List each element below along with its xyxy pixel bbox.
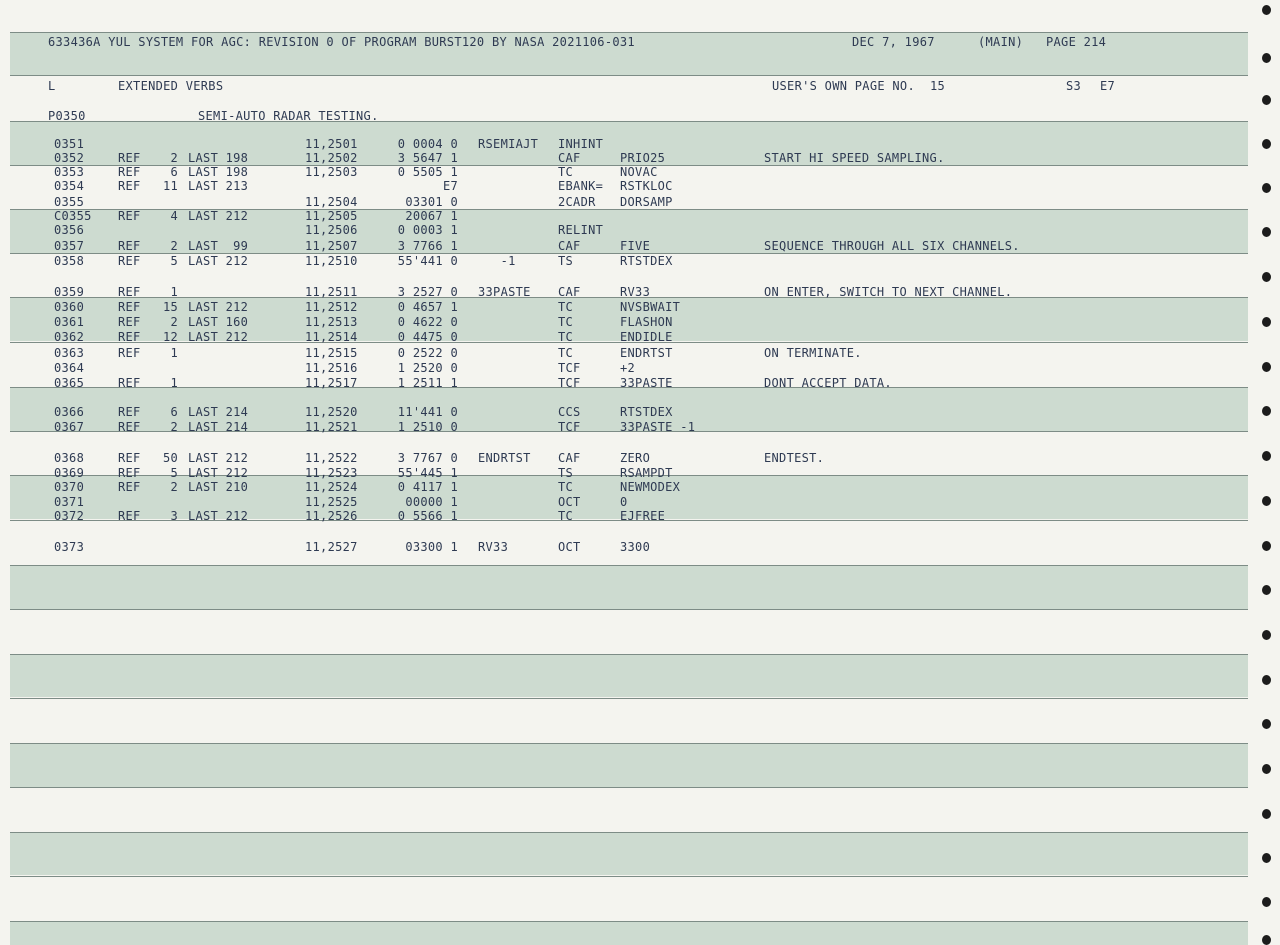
- octal-word: 0 4622 0: [397, 315, 458, 329]
- tractor-hole-icon: [1262, 53, 1271, 63]
- tractor-hole-icon: [1262, 451, 1271, 461]
- address: 11,2513: [305, 315, 358, 329]
- octal-word: 03301 0: [405, 195, 458, 209]
- opcode: INHINT: [558, 137, 604, 151]
- opcode: CAF: [558, 151, 581, 165]
- last-ref: LAST 212: [188, 254, 249, 268]
- octal-word: 0 0004 0: [397, 137, 458, 151]
- ref-marker: REF: [118, 315, 141, 329]
- tractor-hole-icon: [1262, 935, 1271, 945]
- ref-marker: REF: [118, 179, 141, 193]
- ref-marker: REF: [118, 165, 141, 179]
- octal-word: 3 7767 0: [397, 451, 458, 465]
- opcode: CAF: [558, 285, 581, 299]
- ruled-line: [10, 609, 1248, 610]
- opcode: TS: [558, 254, 574, 268]
- address: 11,2504: [305, 195, 358, 209]
- ref-count: 2: [170, 315, 178, 329]
- opcode: TC: [558, 315, 574, 329]
- line-number: 0356: [54, 223, 85, 237]
- line-number: 0358: [54, 254, 85, 268]
- octal-word: 3 7766 1: [397, 239, 458, 253]
- address: 11,2501: [305, 137, 358, 151]
- last-ref: LAST 213: [188, 179, 249, 193]
- operand: EJFREE: [620, 509, 666, 523]
- subheader-heading: EXTENDED VERBS: [118, 79, 224, 93]
- octal-word: 1 2511 1: [397, 376, 458, 390]
- line-number: 0354: [54, 179, 85, 193]
- octal-word: 0 5566 1: [397, 509, 458, 523]
- ref-marker: REF: [118, 285, 141, 299]
- opcode: TC: [558, 480, 574, 494]
- comment: DONT ACCEPT DATA.: [764, 376, 892, 390]
- address: 11,2514: [305, 330, 358, 344]
- last-ref: LAST 212: [188, 330, 249, 344]
- opcode: TC: [558, 346, 574, 360]
- tractor-hole-icon: [1262, 183, 1271, 193]
- tractor-hole-icon: [1262, 541, 1271, 551]
- ref-count: 15: [162, 300, 178, 314]
- ref-count: 2: [170, 239, 178, 253]
- subheader-mark: L: [48, 79, 56, 93]
- line-number: C0355: [54, 209, 92, 223]
- tractor-hole-icon: [1262, 897, 1271, 907]
- operand: PRIO25: [620, 151, 666, 165]
- opcode: 2CADR: [558, 195, 596, 209]
- opcode: TC: [558, 165, 574, 179]
- line-number: 0366: [54, 405, 85, 419]
- octal-word: 03300 1: [405, 540, 458, 554]
- ref-count: 6: [170, 405, 178, 419]
- opcode: CCS: [558, 405, 581, 419]
- last-ref: LAST 212: [188, 466, 249, 480]
- opcode: TC: [558, 509, 574, 523]
- ref-count: 2: [170, 480, 178, 494]
- last-ref: LAST 214: [188, 405, 249, 419]
- operand: ENDRTST: [620, 346, 673, 360]
- address: 11,2505: [305, 209, 358, 223]
- line-number: 0371: [54, 495, 85, 509]
- tractor-hole-icon: [1262, 630, 1271, 640]
- ref-count: 1: [170, 346, 178, 360]
- operand: NEWMODEX: [620, 480, 681, 494]
- ref-marker: REF: [118, 420, 141, 434]
- tractor-hole-icon: [1262, 317, 1271, 327]
- address: 11,2511: [305, 285, 358, 299]
- address: 11,2503: [305, 165, 358, 179]
- opcode: CAF: [558, 451, 581, 465]
- opcode: OCT: [558, 495, 581, 509]
- last-ref: LAST 212: [188, 509, 249, 523]
- opcode: RELINT: [558, 223, 604, 237]
- ref-marker: REF: [118, 209, 141, 223]
- last-ref: LAST 198: [188, 165, 249, 179]
- octal-word: 0 5505 1: [397, 165, 458, 179]
- green-bar-band: [10, 744, 1248, 787]
- line-number: 0367: [54, 420, 85, 434]
- address: 11,2523: [305, 466, 358, 480]
- opcode: TCF: [558, 376, 581, 390]
- ruled-line: [10, 832, 1248, 833]
- line-number: 0372: [54, 509, 85, 523]
- ruled-line: [10, 698, 1248, 699]
- section-title: SEMI-AUTO RADAR TESTING.: [198, 109, 379, 123]
- line-number: 0355: [54, 195, 85, 209]
- ref-marker: REF: [118, 480, 141, 494]
- address: 11,2516: [305, 361, 358, 375]
- ref-marker: REF: [118, 330, 141, 344]
- line-number: 0365: [54, 376, 85, 390]
- ref-marker: REF: [118, 151, 141, 165]
- line-number: 0364: [54, 361, 85, 375]
- last-ref: LAST 212: [188, 451, 249, 465]
- opcode: TC: [558, 300, 574, 314]
- section-number: P0350: [48, 109, 86, 123]
- address: 11,2517: [305, 376, 358, 390]
- tractor-hole-icon: [1262, 139, 1271, 149]
- green-bar-band: [10, 654, 1248, 697]
- listing-title: 633436A YUL SYSTEM FOR AGC: REVISION 0 OF PROGRAM BURST120 BY NASA 2021106-031: [48, 35, 635, 49]
- operand: RTSTDEX: [620, 254, 673, 268]
- ref-count: 12: [162, 330, 178, 344]
- line-number: 0373: [54, 540, 85, 554]
- address: 11,2510: [305, 254, 358, 268]
- opcode: TCF: [558, 361, 581, 375]
- address: 11,2521: [305, 420, 358, 434]
- ref-count: 3: [170, 509, 178, 523]
- octal-word: 0 4117 1: [397, 480, 458, 494]
- octal-word: 0 2522 0: [397, 346, 458, 360]
- octal-word: 1 2520 0: [397, 361, 458, 375]
- ref-marker: REF: [118, 254, 141, 268]
- opcode: TCF: [558, 420, 581, 434]
- octal-word: 0 4657 1: [397, 300, 458, 314]
- ref-marker: REF: [118, 509, 141, 523]
- octal-word: 1 2510 0: [397, 420, 458, 434]
- line-number: 0352: [54, 151, 85, 165]
- subheader-code-1: S3: [1066, 79, 1082, 93]
- ref-marker: REF: [118, 239, 141, 253]
- tractor-hole-icon: [1262, 809, 1271, 819]
- operand: +2: [620, 361, 636, 375]
- ref-marker: REF: [118, 346, 141, 360]
- operand: RSTKLOC: [620, 179, 673, 193]
- ref-count: 4: [170, 209, 178, 223]
- octal-word: 20067 1: [405, 209, 458, 223]
- address: 11,2515: [305, 346, 358, 360]
- octal-word: 3 2527 0: [397, 285, 458, 299]
- operand: RSAMPDT: [620, 466, 673, 480]
- comment: ON ENTER, SWITCH TO NEXT CHANNEL.: [764, 285, 1013, 299]
- opcode: CAF: [558, 239, 581, 253]
- line-number: 0361: [54, 315, 85, 329]
- tractor-hole-icon: [1262, 362, 1271, 372]
- line-number: 0357: [54, 239, 85, 253]
- ruled-line: [10, 743, 1248, 744]
- ref-count: 5: [170, 466, 178, 480]
- ref-count: 1: [170, 285, 178, 299]
- operand: FLASHON: [620, 315, 673, 329]
- green-bar-band: [10, 922, 1248, 945]
- comment: START HI SPEED SAMPLING.: [764, 151, 945, 165]
- ruled-line: [10, 75, 1248, 76]
- symbol-label: RV33: [478, 540, 509, 554]
- symbol-label: ENDRTST: [478, 451, 531, 465]
- tractor-hole-icon: [1262, 675, 1271, 685]
- ref-marker: REF: [118, 300, 141, 314]
- listing-date: DEC 7, 1967: [852, 35, 935, 49]
- address: 11,2524: [305, 480, 358, 494]
- symbol-label: 33PASTE: [478, 285, 531, 299]
- ref-marker: REF: [118, 451, 141, 465]
- comment: SEQUENCE THROUGH ALL SIX CHANNELS.: [764, 239, 1020, 253]
- address: 11,2526: [305, 509, 358, 523]
- line-number: 0360: [54, 300, 85, 314]
- ruled-line: [10, 654, 1248, 655]
- page-number: PAGE 214: [1046, 35, 1107, 49]
- last-ref: LAST 99: [188, 239, 249, 253]
- octal-word: 55'445 1: [397, 466, 458, 480]
- symbol-label: RSEMIAJT: [478, 137, 539, 151]
- address: 11,2506: [305, 223, 358, 237]
- subheader-code-2: E7: [1100, 79, 1116, 93]
- operand: 33PASTE -1: [620, 420, 696, 434]
- octal-word: 3 5647 1: [397, 151, 458, 165]
- line-number: 0370: [54, 480, 85, 494]
- tractor-hole-icon: [1262, 406, 1271, 416]
- operand: 33PASTE: [620, 376, 673, 390]
- ref-count: 2: [170, 420, 178, 434]
- tractor-hole-icon: [1262, 585, 1271, 595]
- address: 11,2512: [305, 300, 358, 314]
- last-ref: LAST 210: [188, 480, 249, 494]
- ruled-line: [10, 876, 1248, 877]
- octal-word: 00000 1: [405, 495, 458, 509]
- ruled-line: [10, 565, 1248, 566]
- operand: DORSAMP: [620, 195, 673, 209]
- operand: ENDIDLE: [620, 330, 673, 344]
- operand: RTSTDEX: [620, 405, 673, 419]
- address: 11,2507: [305, 239, 358, 253]
- line-number: 0362: [54, 330, 85, 344]
- tractor-hole-icon: [1262, 764, 1271, 774]
- last-ref: LAST 214: [188, 420, 249, 434]
- ref-marker: REF: [118, 376, 141, 390]
- operand: 3300: [620, 540, 651, 554]
- operand: ZERO: [620, 451, 651, 465]
- ref-marker: REF: [118, 405, 141, 419]
- symbol-label: -1: [478, 254, 516, 268]
- tractor-hole-icon: [1262, 272, 1271, 282]
- operand: RV33: [620, 285, 651, 299]
- address: 11,2527: [305, 540, 358, 554]
- ref-count: 50: [162, 451, 178, 465]
- last-ref: LAST 212: [188, 300, 249, 314]
- address: 11,2522: [305, 451, 358, 465]
- tractor-hole-icon: [1262, 853, 1271, 863]
- tractor-hole-icon: [1262, 5, 1271, 15]
- comment: ENDTEST.: [764, 451, 825, 465]
- line-number: 0363: [54, 346, 85, 360]
- last-ref: LAST 198: [188, 151, 249, 165]
- last-ref: LAST 212: [188, 209, 249, 223]
- line-number: 0359: [54, 285, 85, 299]
- address: 11,2502: [305, 151, 358, 165]
- comment: ON TERMINATE.: [764, 346, 862, 360]
- line-number: 0351: [54, 137, 85, 151]
- tractor-hole-icon: [1262, 95, 1271, 105]
- ref-count: 6: [170, 165, 178, 179]
- octal-word: 0 4475 0: [397, 330, 458, 344]
- green-bar-band: [10, 566, 1248, 609]
- opcode: OCT: [558, 540, 581, 554]
- tractor-hole-icon: [1262, 719, 1271, 729]
- listing-section: (MAIN): [978, 35, 1024, 49]
- green-bar-band: [10, 832, 1248, 875]
- octal-word: 11'441 0: [397, 405, 458, 419]
- ref-count: 1: [170, 376, 178, 390]
- opcode: TS: [558, 466, 574, 480]
- octal-word: 55'441 0: [397, 254, 458, 268]
- ruled-line: [10, 787, 1248, 788]
- operand: NVSBWAIT: [620, 300, 681, 314]
- ruled-line: [10, 121, 1248, 122]
- line-number: 0368: [54, 451, 85, 465]
- address: 11,2525: [305, 495, 358, 509]
- operand: NOVAC: [620, 165, 658, 179]
- opcode: TC: [558, 330, 574, 344]
- ref-count: 2: [170, 151, 178, 165]
- operand: FIVE: [620, 239, 651, 253]
- address: 11,2520: [305, 405, 358, 419]
- ruled-line: [10, 921, 1248, 922]
- octal-word: E7: [442, 179, 458, 193]
- line-number: 0353: [54, 165, 85, 179]
- operand: 0: [620, 495, 628, 509]
- octal-word: 0 0003 1: [397, 223, 458, 237]
- ref-count: 5: [170, 254, 178, 268]
- tractor-hole-icon: [1262, 496, 1271, 506]
- ref-count: 11: [162, 179, 178, 193]
- line-number: 0369: [54, 466, 85, 480]
- users-own-page: USER'S OWN PAGE NO. 15: [772, 79, 946, 93]
- tractor-hole-icon: [1262, 227, 1271, 237]
- last-ref: LAST 160: [188, 315, 249, 329]
- ruled-line: [10, 32, 1248, 33]
- opcode: EBANK=: [558, 179, 604, 193]
- ref-marker: REF: [118, 466, 141, 480]
